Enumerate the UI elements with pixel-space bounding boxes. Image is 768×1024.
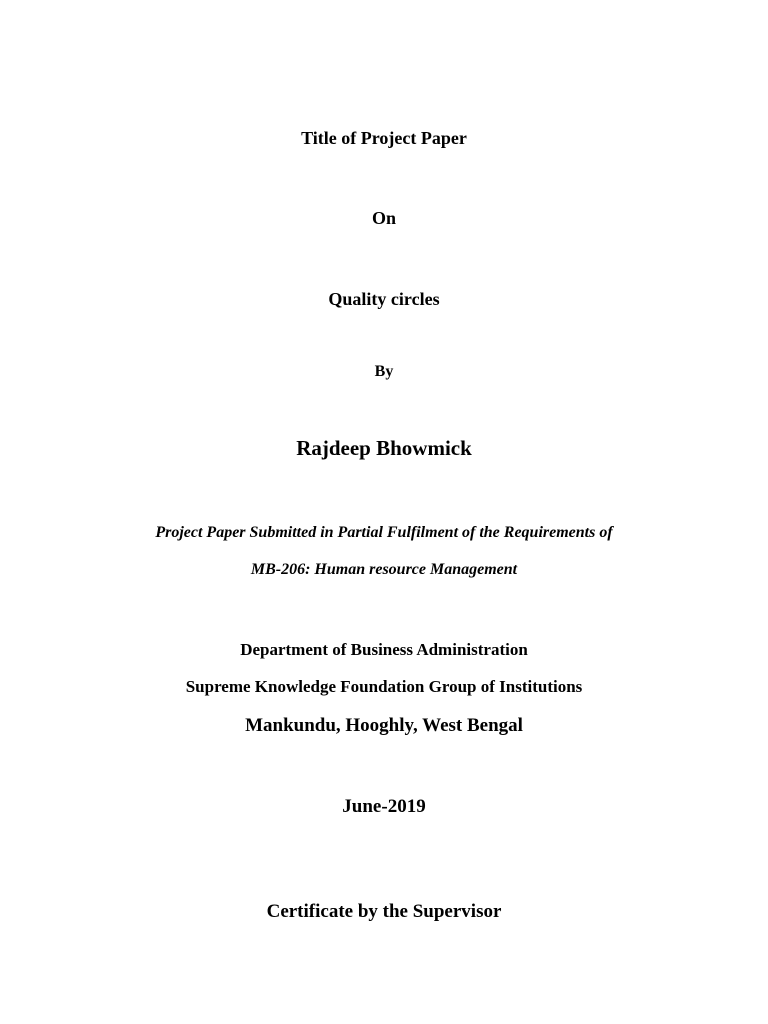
submission-statement-line-1: Project Paper Submitted in Partial Fulfilment of the Requirements of	[155, 524, 613, 541]
author-name: Rajdeep Bhowmick	[296, 436, 472, 460]
by-label: By	[374, 363, 394, 380]
institution-location: Mankundu, Hooghly, West Bengal	[245, 715, 523, 736]
project-topic: Quality circles	[328, 289, 440, 309]
submission-statement-line-2: MB-206: Human resource Management	[250, 561, 518, 578]
title-label: Title of Project Paper	[301, 128, 467, 148]
on-label: On	[371, 208, 396, 228]
department-name: Department of Business Administration	[240, 640, 528, 659]
submission-date: June-2019	[342, 796, 426, 817]
institution-name: Supreme Knowledge Foundation Group of Institutions	[185, 677, 583, 696]
certificate-heading: Certificate by the Supervisor	[266, 901, 502, 922]
